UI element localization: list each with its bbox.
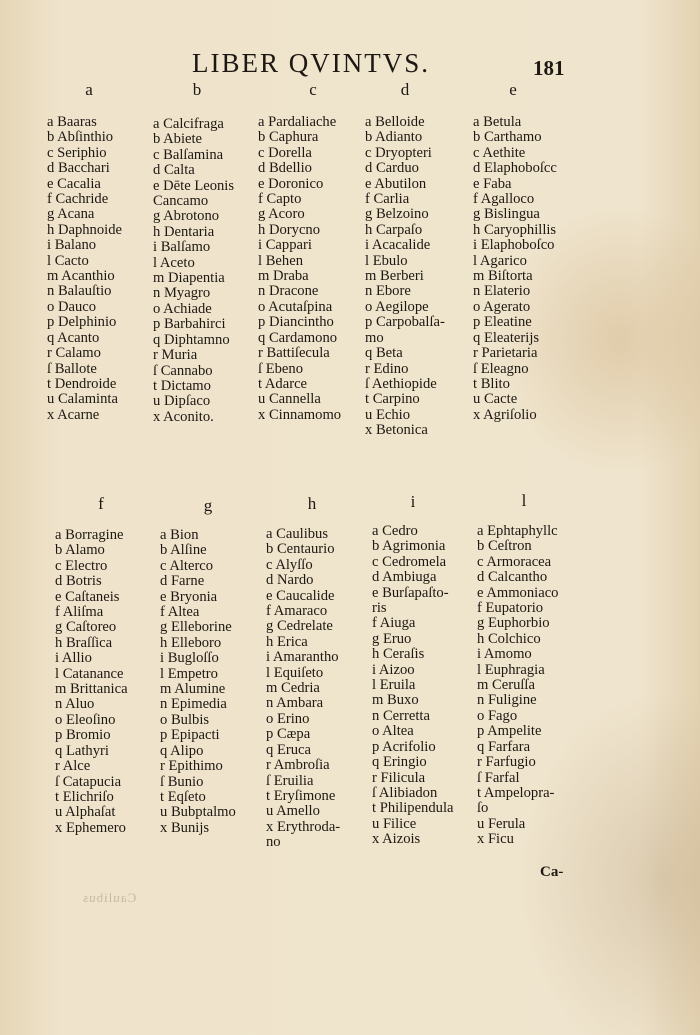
index-entry: f Amaraco xyxy=(266,603,328,620)
index-entry: q Eringio xyxy=(372,754,427,771)
index-entry: b Alſine xyxy=(160,542,207,559)
index-entry: o Achiade xyxy=(153,300,212,317)
index-column-c xyxy=(258,115,341,423)
index-entry: p Epipacti xyxy=(160,727,220,744)
index-column-e xyxy=(473,115,557,423)
index-entry: a Pardaliache xyxy=(258,114,337,130)
index-entry: n Aluo xyxy=(55,696,95,713)
index-entry: p Ampelite xyxy=(477,723,542,740)
index-column-i xyxy=(372,524,453,848)
index-entry: d Bdellio xyxy=(258,160,312,177)
index-entry: o Eleoſino xyxy=(55,711,116,728)
index-entry: m Draba xyxy=(258,268,309,285)
index-entry: q Eruca xyxy=(266,741,311,758)
index-entry: Cancamo xyxy=(153,193,209,210)
index-entry: a Borragine xyxy=(55,527,124,543)
index-entry: n Dracone xyxy=(258,283,319,300)
index-entry: f Agalloco xyxy=(473,191,535,208)
index-entry: ſ Bunio xyxy=(160,773,204,790)
index-entry: h Caryophillis xyxy=(473,221,557,238)
index-entry: e Bryonia xyxy=(160,588,218,605)
index-entry: i Amarantho xyxy=(266,649,339,666)
index-entry: t Eryſimone xyxy=(266,787,336,804)
index-entry: u Amello xyxy=(266,803,320,820)
index-entry: no xyxy=(266,834,281,851)
index-entry: x Aizois xyxy=(372,831,421,848)
index-entry: d Botris xyxy=(55,573,102,590)
index-entry: i Bugloſſo xyxy=(160,650,219,667)
index-entry: m Acanthio xyxy=(47,268,115,285)
index-entry: a Caulibus xyxy=(266,526,329,542)
index-entry: c Alterco xyxy=(160,557,214,574)
index-column-h xyxy=(266,527,340,851)
index-entry: x Agriſolio xyxy=(473,406,537,423)
index-entry: ſ Catapucia xyxy=(55,773,122,790)
index-entry: h Carpaſo xyxy=(365,221,423,238)
index-column-g xyxy=(160,528,236,836)
index-entry: g Cedrelate xyxy=(266,618,333,635)
index-entry: g Acoro xyxy=(258,206,305,223)
index-entry: ſ Eleagno xyxy=(473,360,529,377)
index-entry: p Carpobalſa- xyxy=(365,314,445,331)
running-head: LIBER QVINTVS. xyxy=(192,48,430,78)
index-entry: c Alyſſo xyxy=(266,556,313,573)
index-entry: e Doronico xyxy=(258,175,324,192)
index-entry: t Dictamo xyxy=(153,377,211,394)
index-entry: ſ Ebeno xyxy=(258,360,303,377)
index-entry: c Aethite xyxy=(473,144,526,161)
index-entry: t Dendroide xyxy=(47,375,117,392)
index-entry: x Acarne xyxy=(47,406,100,423)
index-entry: f Aiuga xyxy=(372,615,416,632)
column-letter-l: l xyxy=(521,491,527,510)
bleed-through-text: Caulibus xyxy=(82,890,137,905)
index-entry: i Cappari xyxy=(258,237,312,254)
index-entry: b Alamo xyxy=(55,542,105,559)
index-entry: g Bislingua xyxy=(473,206,540,223)
index-entry: p Diancintho xyxy=(258,314,334,331)
index-entry: h Ceraſis xyxy=(372,646,425,663)
index-entry: t Adarce xyxy=(258,375,308,392)
index-entry: r Epithimo xyxy=(160,758,223,775)
index-entry: x Aconito. xyxy=(153,408,214,425)
column-letter-c: c xyxy=(309,80,317,99)
index-entry: x Bunijs xyxy=(160,819,210,836)
index-entry: g Elleborine xyxy=(160,619,232,636)
index-entry: u Cacte xyxy=(473,391,518,408)
index-entry: n Epimedia xyxy=(160,696,227,713)
index-entry: f Cachride xyxy=(47,191,109,208)
index-entry: f Capto xyxy=(258,191,302,208)
index-entry: f Altea xyxy=(160,604,200,621)
index-entry: l Catanance xyxy=(55,665,124,682)
index-entry: d Carduo xyxy=(365,160,419,177)
index-entry: g Euphorbio xyxy=(477,615,550,632)
index-entry: i Acacalide xyxy=(365,237,431,254)
index-entry: ſ Eruilia xyxy=(266,772,314,789)
index-entry: a Bion xyxy=(160,527,199,543)
index-entry: mo xyxy=(365,329,384,346)
index-entry: i Elaphoboſco xyxy=(473,237,555,254)
index-entry: ſo xyxy=(477,800,489,817)
index-entry: m Diapentia xyxy=(153,270,225,287)
column-letter-h: h xyxy=(307,494,317,513)
index-entry: d Ambiuga xyxy=(372,569,437,586)
column-letter-f: f xyxy=(98,494,104,513)
index-entry: e Cacalia xyxy=(47,175,101,192)
index-column-d xyxy=(365,115,445,439)
index-entry: r Parietaria xyxy=(473,345,538,362)
index-entry: t Carpino xyxy=(365,391,420,408)
index-entry: q Cardamono xyxy=(258,329,338,346)
index-entry: ſ Farfal xyxy=(477,769,520,786)
column-letter-g: g xyxy=(203,496,213,515)
index-entry: x Betonica xyxy=(365,422,428,439)
index-entry: t Elichriſo xyxy=(55,788,114,805)
index-entry: q Farfara xyxy=(477,738,531,755)
index-entry: l Cacto xyxy=(47,252,89,269)
index-entry: c Balſamina xyxy=(153,146,224,163)
index-entry: u Alphaſat xyxy=(55,804,116,821)
index-entry: ſ Alibiadon xyxy=(372,784,438,801)
index-entry: g Eruo xyxy=(372,630,412,647)
index-column-b xyxy=(153,117,234,425)
index-entry: m Buxo xyxy=(372,692,419,709)
index-entry: r Calamo xyxy=(47,345,101,362)
index-entry: l Agarico xyxy=(473,252,527,269)
index-entry: a Cedro xyxy=(372,523,418,539)
index-entry: m Brittanica xyxy=(55,681,128,698)
index-entry: q Acanto xyxy=(47,329,100,346)
index-entry: i Allio xyxy=(55,650,92,667)
index-entry: m Cedria xyxy=(266,680,320,697)
index-entry: f Eupatorio xyxy=(477,600,544,617)
index-entry: q Alipo xyxy=(160,742,204,759)
index-entry: m Berberi xyxy=(365,268,424,285)
index-entry: a Betula xyxy=(473,114,522,130)
index-entry: u Bubptalmo xyxy=(160,804,236,821)
index-entry: b Centaurio xyxy=(266,541,335,558)
index-entry: b Carthamo xyxy=(473,129,542,146)
index-entry: t Ampelopra- xyxy=(477,784,555,801)
index-entry: c Electro xyxy=(55,557,108,574)
index-entry: ſ Ballote xyxy=(47,360,97,377)
index-entry: o Aegilope xyxy=(365,298,429,315)
index-entry: ſ Aethiopide xyxy=(365,375,437,392)
index-entry: b Caphura xyxy=(258,129,319,146)
index-column-a xyxy=(47,115,122,423)
index-entry: x Erythroda- xyxy=(266,818,341,835)
index-entry: u Cannella xyxy=(258,391,321,408)
index-entry: e Faba xyxy=(473,175,512,192)
index-entry: d Nardo xyxy=(266,572,314,589)
index-entry: l Empetro xyxy=(160,665,218,682)
index-entry: b Ceſtron xyxy=(477,538,532,555)
index-entry: n Ebore xyxy=(365,283,411,300)
index-entry: c Armoracea xyxy=(477,553,552,570)
index-entry: u Calaminta xyxy=(47,391,118,408)
index-entry: l Euphragia xyxy=(477,661,545,678)
index-entry: ſ Cannabo xyxy=(153,362,213,379)
index-entry: i Amomo xyxy=(477,646,532,663)
index-entry: m Biſtorta xyxy=(473,268,533,285)
catchword: Ca- xyxy=(540,864,564,880)
index-entry: b Abſinthio xyxy=(47,129,114,146)
index-entry: n Elaterio xyxy=(473,283,531,300)
index-entry: o Bulbis xyxy=(160,711,210,728)
index-entry: m Ceruſſa xyxy=(477,677,535,694)
index-entry: t Eqſeto xyxy=(160,788,206,805)
index-entry: c Cedromela xyxy=(372,553,447,570)
index-entry: e Burſapaſto- xyxy=(372,584,449,601)
index-entry: e Caſtaneis xyxy=(55,588,120,605)
index-entry: a Ephtaphyllc xyxy=(477,523,558,539)
index-entry: o Dauco xyxy=(47,298,97,315)
index-entry: m Alumine xyxy=(160,681,226,698)
index-entry: q Beta xyxy=(365,345,403,362)
index-entry: u Ferula xyxy=(477,815,526,832)
index-entry: l Equiſeto xyxy=(266,664,324,681)
index-entry: n Cerretta xyxy=(372,707,430,724)
index-entry: r Battiſecula xyxy=(258,345,330,362)
index-entry: b Abiete xyxy=(153,131,203,148)
index-entry: u Dipſaco xyxy=(153,393,211,410)
column-letter-b: b xyxy=(192,80,202,99)
index-entry: p Acrifolio xyxy=(372,738,436,755)
index-entry: h Braſſica xyxy=(55,634,113,651)
index-entry: x Cinnamomo xyxy=(258,406,342,423)
index-entry: e Ammoniaco xyxy=(477,584,559,601)
index-entry: o Fago xyxy=(477,707,518,724)
index-entry: ris xyxy=(372,600,387,617)
index-entry: i Aizoo xyxy=(372,661,415,678)
index-entry: n Fuligine xyxy=(477,692,537,709)
index-entry: i Balſamo xyxy=(153,239,211,256)
index-entry: g Acana xyxy=(47,206,95,223)
index-column-f xyxy=(55,528,128,836)
index-entry: e Abutilon xyxy=(365,175,427,192)
index-entry: p Delphinio xyxy=(47,314,117,331)
index-entry: c Dorella xyxy=(258,144,312,161)
index-entry: o Erino xyxy=(266,710,310,727)
index-entry: x Ephemero xyxy=(55,819,126,836)
index-entry: i Balano xyxy=(47,237,97,254)
page-number: 181 xyxy=(533,56,565,80)
index-entry: x Ficu xyxy=(477,831,514,848)
index-entry: h Daphnoide xyxy=(47,221,122,238)
index-entry: t Philipendula xyxy=(372,800,454,817)
index-entry: r Filicula xyxy=(372,769,426,786)
index-entry: e Caucalide xyxy=(266,587,335,604)
index-entry: r Ambroſia xyxy=(266,757,330,774)
index-entry: l Behen xyxy=(258,252,303,269)
index-entry: l Aceto xyxy=(153,254,195,271)
index-entry: h Dorycno xyxy=(258,221,321,238)
index-entry: r Farfugio xyxy=(477,754,536,771)
index-entry: l Ebulo xyxy=(365,252,408,269)
index-entry: u Echio xyxy=(365,406,410,423)
index-entry: c Dryopteri xyxy=(365,144,432,161)
column-letter-i: i xyxy=(410,492,416,511)
index-entry: o Altea xyxy=(372,723,414,740)
index-entry: o Acutaſpina xyxy=(258,298,333,315)
index-entry: r Edino xyxy=(365,360,409,377)
index-entry: g Belzoino xyxy=(365,206,429,223)
index-entry: b Adianto xyxy=(365,129,423,146)
index-entry: u Filice xyxy=(372,815,417,832)
index-entry: d Farne xyxy=(160,573,205,590)
index-entry: n Ambara xyxy=(266,695,324,712)
index-entry: q Diphtamno xyxy=(153,331,230,348)
index-entry: o Agerato xyxy=(473,298,531,315)
index-entry: f Carlia xyxy=(365,191,410,208)
index-entry: a Calcifraga xyxy=(153,116,224,132)
index-entry: h Erica xyxy=(266,633,308,650)
column-letter-a: a xyxy=(85,80,93,99)
column-letter-e: e xyxy=(509,80,517,99)
index-entry: h Colchico xyxy=(477,630,541,647)
index-entry: a Belloide xyxy=(365,114,425,130)
index-entry: h Elleboro xyxy=(160,634,222,651)
index-entry: d Calcantho xyxy=(477,569,548,586)
index-entry: c Seriphio xyxy=(47,144,107,161)
index-entry: l Eruila xyxy=(372,677,416,694)
index-entry: n Myagro xyxy=(153,285,211,302)
index-entry: e Dēte Leonis xyxy=(153,177,235,194)
index-entry: t Blito xyxy=(473,375,510,392)
index-entry: p Eleatine xyxy=(473,314,532,331)
index-entry: g Caſtoreo xyxy=(55,619,117,636)
index-entry: d Calta xyxy=(153,162,195,179)
index-entry: q Lathyri xyxy=(55,742,109,759)
index-entry: p Cæpa xyxy=(266,726,311,743)
index-column-l xyxy=(477,524,558,848)
index-entry: d Elaphoboſcc xyxy=(473,160,557,177)
index-entry: p Barbahirci xyxy=(153,316,226,333)
index-entry: f Aliſma xyxy=(55,604,104,621)
index-entry: r Muria xyxy=(153,347,198,364)
index-entry: n Balauſtio xyxy=(47,283,112,300)
index-entry: r Alce xyxy=(55,758,91,775)
index-entry: p Bromio xyxy=(55,727,111,744)
index-entry: h Dentaria xyxy=(153,223,215,240)
column-letter-d: d xyxy=(400,80,410,99)
index-entry: b Agrimonia xyxy=(372,538,446,555)
index-entry: d Bacchari xyxy=(47,160,110,177)
index-entry: q Eleaterijs xyxy=(473,329,540,346)
index-entry: g Abrotono xyxy=(153,208,220,225)
index-entry: a Baaras xyxy=(47,114,97,130)
